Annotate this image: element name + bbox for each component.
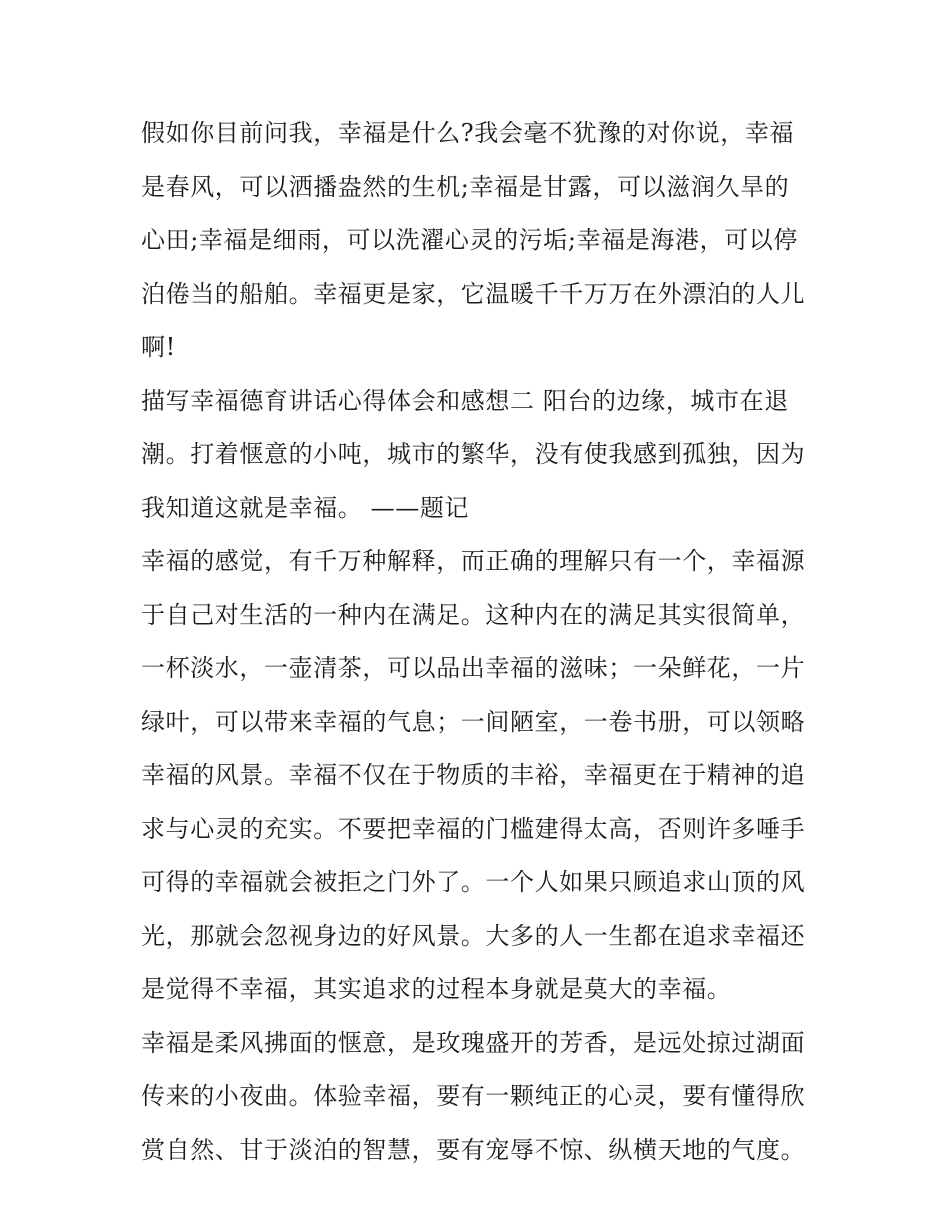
paragraph-1	[141, 107, 821, 375]
text-line: 假如你目前问我，幸福是什么?我会毫不犹豫的对你说，幸福	[141, 119, 795, 147]
text-line: 啊!	[141, 333, 176, 361]
paragraph-2	[141, 375, 821, 536]
text-line: 是春风，可以洒播盎然的生机;幸福是甘露，可以滋润久旱的	[141, 172, 790, 201]
text-line: 幸福是柔风拂面的惬意，是玫瑰盛开的芳香，是远处掠过湖面	[141, 1028, 806, 1057]
text-line: 赏自然、甘于淡泊的智慧，要有宠辱不惊、纵横天地的气度。	[141, 1135, 806, 1164]
text-line: 求与心灵的充实。不要把幸福的门槛建得太高，否则许多唾手	[141, 814, 806, 843]
text-line: 于自己对生活的一种内在满足。这种内在的满足其实很简单，	[141, 600, 806, 629]
text-line: 可得的幸福就会被拒之门外了。一个人如果只顾追求山顶的风	[141, 868, 806, 896]
document-body	[141, 107, 821, 1177]
text-line: 泊倦当的船舶。幸福更是家，它温暖千千万万在外漂泊的人儿	[141, 279, 806, 308]
text-line: 绿叶，可以带来幸福的气息；一间陋室，一卷书册，可以领略	[141, 707, 806, 736]
text-line: 潮。打着惬意的小吨，城市的繁华，没有使我感到孤独，因为	[141, 440, 806, 468]
paragraph-4	[141, 1017, 821, 1178]
paragraph-3	[141, 535, 821, 1017]
text-line: 我知道这就是幸福。 ——题记	[141, 493, 470, 522]
text-line: 幸福的感觉，有千万种解释，而正确的理解只有一个，幸福源	[141, 547, 806, 575]
text-line: 传来的小夜曲。体验幸福，要有一颗纯正的心灵，要有懂得欣	[141, 1082, 806, 1110]
text-line: 描写幸福德育讲话心得体会和感想二 阳台的边缘，城市在退	[141, 386, 789, 415]
text-line: 光，那就会忽视身边的好风景。大多的人一生都在追求幸福还	[141, 921, 806, 950]
text-line: 是觉得不幸福，其实追求的过程本身就是莫大的幸福。	[141, 975, 732, 1003]
text-line: 心田;幸福是细雨，可以洗濯心灵的污垢;幸福是海港，可以停	[141, 226, 798, 254]
text-line: 一杯淡水，一壶清茶，可以品出幸福的滋味；一朵鲜花，一片	[141, 654, 806, 682]
text-line: 幸福的风景。幸福不仅在于物质的丰裕，幸福更在于精神的追	[141, 761, 806, 789]
